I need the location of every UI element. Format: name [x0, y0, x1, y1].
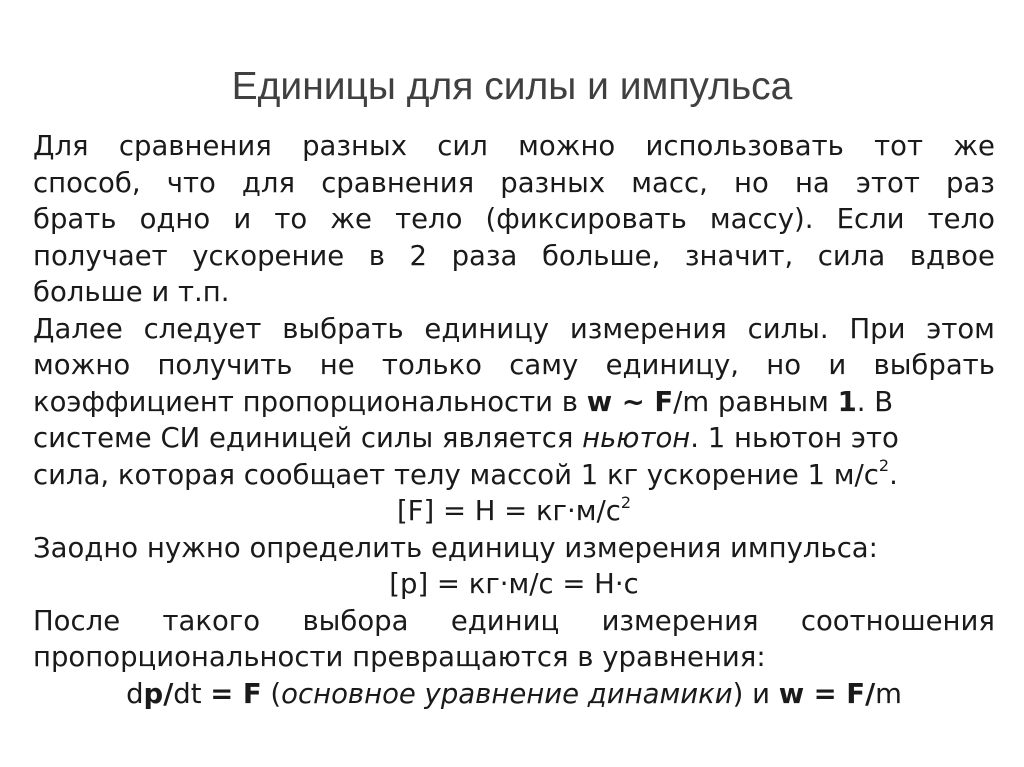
- eq-w: w: [778, 677, 805, 710]
- slide-body: [33, 128, 995, 712]
- eq-slash-2: /: [865, 677, 876, 710]
- word: для: [241, 166, 296, 199]
- word: тело: [927, 203, 995, 235]
- word: выбрать: [873, 349, 995, 381]
- para2-line-4-post: . 1 ньютон это: [690, 422, 899, 454]
- para2-line-1: [33, 311, 995, 348]
- word: 2: [409, 239, 428, 272]
- word: только: [381, 349, 482, 381]
- word: Если: [836, 203, 905, 235]
- word: ускорение: [192, 239, 345, 272]
- word: При: [849, 312, 906, 345]
- formula-impulse: [p] = кг·м/с = Н·с: [389, 568, 639, 600]
- word: Далее: [33, 312, 123, 345]
- word: больше,: [541, 239, 661, 272]
- word: получить: [157, 349, 293, 381]
- word: следует: [143, 312, 262, 345]
- word: сила: [817, 239, 886, 272]
- para1-line-5: больше и т.п.: [33, 276, 230, 308]
- para2-line-3-pre: коэффициент пропорциональности в: [33, 385, 587, 418]
- word: можно: [518, 130, 616, 162]
- term-newton: ньютон: [582, 422, 691, 454]
- word: единиц: [450, 604, 560, 637]
- para1-line-3: [33, 201, 995, 238]
- word: Для: [33, 130, 89, 162]
- para2-line-5: [33, 457, 995, 494]
- word: этот: [855, 166, 920, 199]
- word: масс,: [631, 166, 708, 199]
- word: и: [828, 349, 847, 381]
- word: силы.: [747, 312, 829, 345]
- word: единицу,: [605, 349, 739, 381]
- eq-m: m: [875, 677, 902, 710]
- eq-d: d: [126, 677, 144, 710]
- word: (фиксировать: [485, 203, 687, 235]
- word: сравнения: [118, 130, 272, 162]
- formula-force: [33, 493, 995, 530]
- word: способ,: [33, 166, 141, 199]
- para2-line-3-slash: /m равным: [673, 385, 838, 418]
- eq-equals-F: = F: [210, 677, 262, 710]
- para2-line-3-end: . В: [856, 385, 894, 418]
- para2-line-5-post: .: [889, 458, 898, 491]
- word: сравнения: [321, 166, 475, 199]
- word: тот: [874, 130, 923, 162]
- symbol-w: w: [586, 385, 613, 418]
- para1-line-2: [33, 165, 995, 202]
- para3-line-1: [33, 603, 995, 640]
- word: раз: [946, 166, 995, 199]
- word: одно: [139, 203, 211, 235]
- word: но: [734, 166, 769, 199]
- para1-line-4: [33, 238, 995, 275]
- para3-line-2: пропорциональности превращаются в уравнения:: [33, 641, 766, 673]
- word: саму: [509, 349, 579, 381]
- slide-title: Единицы для силы и импульса: [231, 65, 793, 108]
- word: использовать: [645, 130, 844, 162]
- symbol-one: 1: [837, 385, 857, 418]
- word: такого: [162, 604, 261, 637]
- word: соотношения: [800, 604, 995, 637]
- word: выбора: [302, 604, 409, 637]
- symbol-F: F: [654, 385, 674, 418]
- word: же: [330, 203, 372, 235]
- word: то: [274, 203, 308, 235]
- formula-force-sup: 2: [620, 492, 632, 512]
- word: брать: [33, 203, 117, 235]
- word: на: [794, 166, 830, 199]
- word: значит,: [684, 239, 794, 272]
- word: в: [368, 239, 385, 272]
- word: можно: [33, 349, 131, 381]
- eq-close-paren: ) и: [732, 677, 779, 710]
- word: измерения: [569, 312, 727, 345]
- word: сил: [437, 130, 488, 162]
- word: разных: [302, 130, 407, 162]
- word: но: [766, 349, 802, 381]
- symbol-tilde: ~: [612, 385, 655, 418]
- para2-line-3: [33, 384, 995, 421]
- para2-line-5-sup: 2: [878, 456, 890, 476]
- word: тело: [395, 203, 463, 235]
- eq-slash: /: [163, 677, 174, 710]
- eq-p: p: [143, 677, 164, 710]
- word: После: [33, 604, 121, 637]
- word: выбрать: [282, 312, 404, 345]
- word: получает: [33, 239, 168, 272]
- word: и: [233, 203, 252, 235]
- word: что: [166, 166, 216, 199]
- word: раза: [451, 239, 518, 272]
- word: единицу: [424, 312, 550, 345]
- word: не: [319, 349, 355, 381]
- word: измерения: [601, 604, 759, 637]
- para2-line-5-pre: сила, которая сообщает телу массой 1 кг ускорение 1 м/с: [33, 458, 879, 491]
- formula-force-text: [F] = Н = кг·м/с: [396, 495, 621, 527]
- word: вдвое: [909, 239, 995, 272]
- eq-equals-F-2: = F: [804, 677, 866, 710]
- eq-italic-note: основное уравнение динамики: [281, 677, 733, 710]
- para2-line-4-pre: системе СИ единицей силы является: [33, 422, 583, 454]
- word: разных: [500, 166, 606, 199]
- word: же: [953, 130, 995, 162]
- eq-dt: dt: [173, 677, 211, 710]
- final-equation: [33, 676, 995, 713]
- para1-line-1: [33, 128, 995, 165]
- impulse-intro: Заодно нужно определить единицу измерения импульса:: [33, 531, 878, 564]
- word: этом: [926, 312, 995, 345]
- para2-line-4: [33, 420, 995, 457]
- para2-line-2: [33, 347, 995, 384]
- word: массу).: [709, 203, 814, 235]
- eq-open-paren: (: [261, 677, 282, 710]
